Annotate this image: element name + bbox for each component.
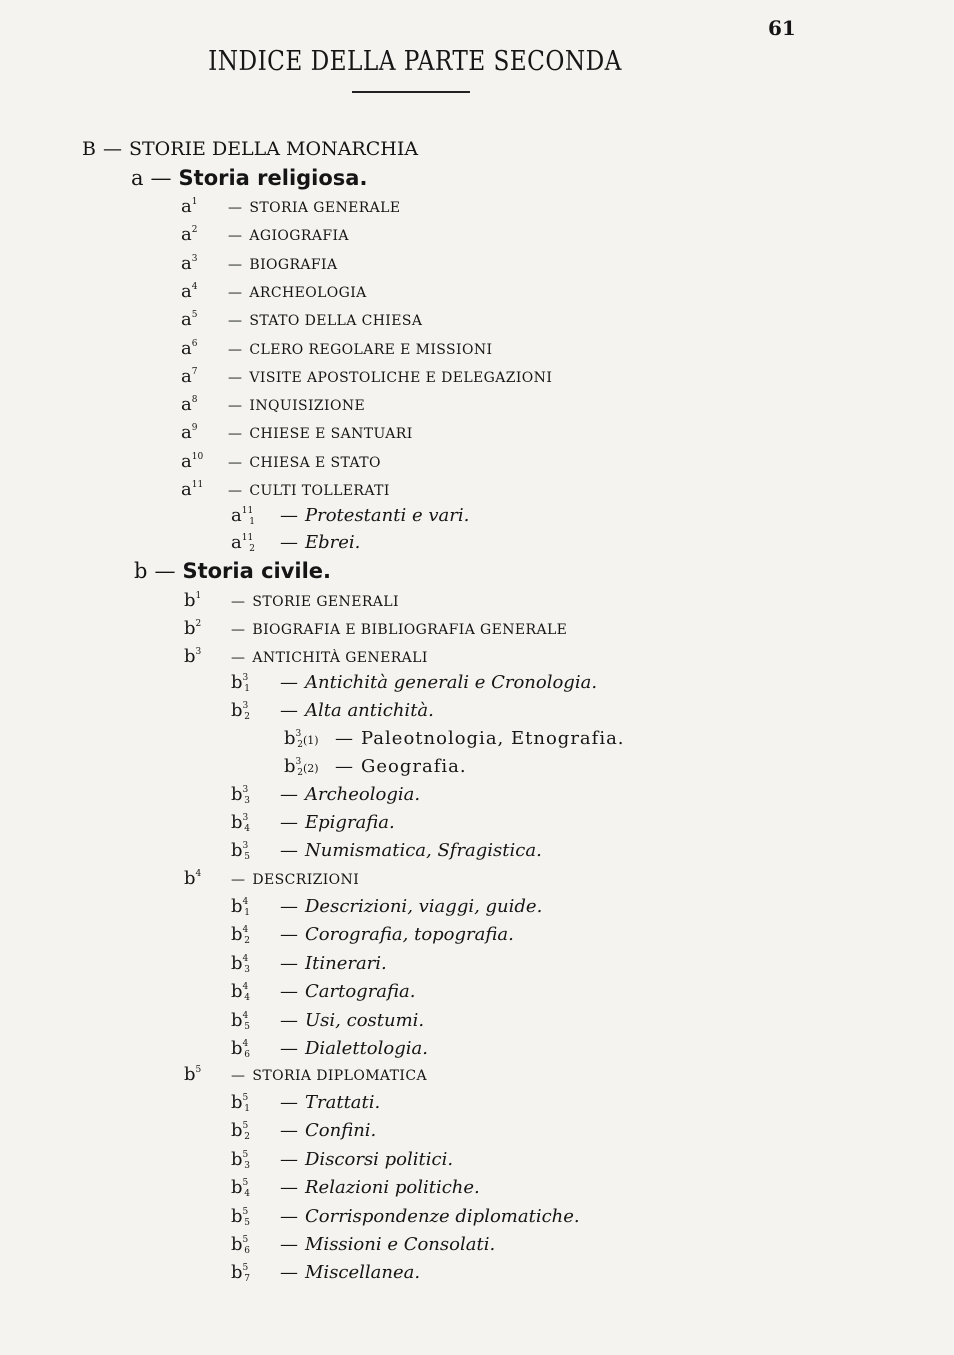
entry-dash: — (228, 341, 243, 358)
entry-code-letter: a (181, 450, 192, 472)
entry-code-sup: 4 (242, 982, 249, 993)
index-entry (231, 1205, 580, 1228)
entry-code (284, 730, 328, 750)
subsection-a-dash: — (150, 166, 172, 190)
entry-code (181, 481, 221, 499)
index-entry (181, 280, 367, 302)
entry-code-sup: 8 (191, 395, 198, 406)
entry-code-sup: 5 (242, 1149, 249, 1160)
entry-code-letter: a (181, 479, 192, 500)
entry-code-letter: b (231, 1234, 243, 1255)
entry-code-sup: 4 (242, 1010, 249, 1021)
entry-label: Antichità generali e Cronologia. (305, 672, 598, 693)
subsection-b-code: b (134, 559, 148, 583)
entry-code-sup: 5 (242, 1178, 249, 1189)
entry-code-letter: b (231, 981, 243, 1003)
entry-code-sub: 2 (244, 936, 250, 947)
entry-label: Geografia. (361, 756, 467, 777)
index-entry (181, 396, 365, 414)
entry-code-sub: 2 (249, 544, 255, 554)
entry-code (231, 1179, 273, 1199)
entry-label: ANTICHITÀ GENERALI (252, 650, 428, 666)
entry-code-sub: 2 (244, 712, 250, 722)
entry-dash: — (280, 1205, 298, 1227)
section-code: B (82, 138, 96, 160)
entry-dash: — (280, 700, 298, 721)
entry-code-letter: b (231, 1009, 243, 1031)
entry-label: Paleotnologia, Etnografia. (361, 728, 625, 749)
index-entry (231, 1236, 495, 1256)
entry-label: Protestanti e vari. (305, 505, 470, 526)
entry-code-letter: b (231, 924, 243, 946)
entry-code (181, 450, 221, 472)
section-dash: — (102, 138, 122, 160)
entry-code-letter: a (181, 422, 192, 444)
entry-label: Itinerari. (305, 952, 387, 974)
entry-code (231, 842, 273, 862)
entry-code-letter: b (231, 896, 243, 917)
entry-code (231, 952, 273, 975)
entry-code-letter: a (181, 252, 192, 274)
entry-code (231, 1205, 273, 1228)
entry-code-letter: b (184, 1064, 196, 1085)
entry-code (231, 674, 273, 694)
entry-code (184, 648, 224, 666)
entry-dash: — (228, 256, 243, 273)
page-number: 61 (768, 16, 796, 40)
entry-dash: — (231, 1068, 246, 1084)
index-entry (181, 337, 493, 359)
title-rule (352, 91, 470, 93)
entry-code (181, 198, 221, 216)
entry-code-sub: 3 (244, 1160, 250, 1171)
entry-dash: — (228, 398, 243, 415)
entry-dash: — (280, 784, 298, 805)
entry-code-letter: b (231, 840, 243, 861)
entry-code-sub: 6 (244, 1050, 250, 1060)
entry-label: STORIE GENERALI (252, 594, 399, 610)
entry-dash: — (280, 672, 298, 693)
entry-code-sub: 2 (244, 1132, 250, 1143)
entry-code-tail: (1) (303, 734, 319, 747)
entry-dash: — (280, 812, 298, 833)
entry-code-sub: 7 (244, 1274, 250, 1285)
entry-code-sup: 9 (191, 423, 198, 434)
entry-code-letter: a (181, 337, 192, 359)
entry-dash: — (231, 872, 246, 888)
entry-label: INQUISIZIONE (249, 398, 366, 415)
entry-code (181, 424, 221, 442)
entry-label: Missioni e Consolati. (305, 1234, 496, 1255)
entry-dash: — (280, 532, 298, 553)
entry-code-sup: 3 (242, 813, 249, 823)
entry-dash: — (228, 483, 243, 499)
entry-code-letter: a (181, 196, 192, 217)
entry-code-sup: 4 (242, 925, 249, 936)
entry-code-letter: b (184, 618, 196, 639)
page-title: INDICE DELLA PARTE SECONDA (208, 46, 622, 77)
entry-code-letter: a (181, 309, 192, 331)
entry-code-sub: 2 (297, 740, 303, 750)
subsection-heading-b (134, 561, 331, 582)
index-entry (231, 842, 542, 862)
entry-label: Ebrei. (305, 532, 361, 553)
entry-code-letter: b (184, 868, 196, 889)
entry-code (184, 592, 224, 610)
index-entry (231, 1094, 380, 1114)
index-entry (231, 1264, 420, 1284)
entry-code-sup: 4 (195, 869, 202, 879)
entry-code-sup: 5 (242, 1206, 249, 1217)
entry-label: CLERO REGOLARE E MISSIONI (249, 341, 493, 358)
entry-code (231, 786, 273, 806)
entry-label: Miscellanea. (305, 1262, 421, 1284)
index-entry (184, 648, 428, 666)
subsection-b-label: Storia civile. (182, 559, 332, 583)
entry-code (231, 898, 273, 918)
entry-code-letter: b (231, 1177, 243, 1199)
entry-label: Corografia, topografia. (305, 924, 514, 946)
entry-code-letter: b (231, 952, 243, 974)
entry-label: ARCHEOLOGIA (249, 284, 367, 301)
entry-code-sup: 3 (191, 253, 198, 264)
entry-label: Descrizioni, viaggi, guide. (305, 896, 543, 917)
index-entry (231, 1179, 480, 1199)
entry-code-letter: b (284, 756, 296, 777)
entry-dash: — (280, 896, 298, 917)
index-entry (231, 534, 360, 554)
entry-dash: — (228, 200, 243, 216)
subsection-a-code: a (131, 166, 144, 190)
entry-dash: — (280, 840, 298, 861)
entry-code-sup: 2 (191, 225, 198, 236)
entry-label: Numismatica, Sfragistica. (305, 840, 542, 861)
index-entry (231, 507, 469, 527)
entry-label: STORIA DIPLOMATICA (252, 1068, 427, 1084)
entry-code-letter: b (231, 1148, 243, 1170)
entry-code-sup: 3 (242, 673, 249, 683)
index-entry (231, 814, 395, 834)
index-entry (231, 926, 514, 946)
entry-code (231, 507, 273, 527)
index-entry (184, 1066, 427, 1084)
entry-label: Trattati. (305, 1092, 381, 1113)
subsection-heading-a (131, 168, 367, 189)
entry-code-sup: 11 (191, 480, 204, 490)
entry-code-letter: b (231, 1205, 243, 1227)
entry-code (284, 758, 328, 778)
entry-code-letter: b (184, 646, 196, 667)
entry-code (231, 1236, 273, 1256)
entry-dash: — (280, 981, 298, 1003)
entry-code-sup: 3 (242, 841, 249, 851)
entry-label: Discorsi politici. (305, 1148, 454, 1170)
entry-dash: — (228, 454, 243, 471)
index-entry (231, 1040, 428, 1060)
entry-code-sup: 3 (242, 701, 249, 711)
entry-label: Dialettologia. (305, 1038, 428, 1059)
entry-code-sub: 1 (249, 517, 255, 527)
entry-code-sup: 5 (191, 310, 198, 321)
entry-dash: — (280, 1234, 298, 1255)
entry-code-sub: 1 (244, 1104, 250, 1114)
index-entry (231, 983, 416, 1003)
entry-dash: — (280, 1009, 298, 1031)
entry-code-sup: 4 (242, 897, 249, 907)
entry-code-sup: 5 (242, 1235, 249, 1245)
entry-code-letter: b (284, 728, 296, 749)
index-entry (284, 758, 467, 778)
index-entry (231, 702, 434, 722)
entry-label: Corrispondenze diplomatiche. (305, 1205, 580, 1227)
entry-label: Confini. (305, 1120, 377, 1142)
entry-code (231, 983, 273, 1003)
section-heading (82, 140, 418, 159)
entry-code (231, 1122, 273, 1142)
index-entry (181, 198, 401, 216)
entry-code (184, 620, 224, 638)
entry-label: CHIESA E STATO (249, 454, 381, 471)
entry-code (231, 1264, 273, 1284)
entry-code-sub: 6 (244, 1246, 250, 1256)
entry-code-sup: 4 (191, 281, 198, 292)
entry-label: Epigrafia. (305, 812, 395, 833)
entry-code (231, 1094, 273, 1114)
entry-dash: — (228, 228, 243, 245)
index-entry (184, 870, 359, 888)
entry-code (181, 252, 221, 274)
entry-code-sub: 4 (244, 824, 250, 834)
entry-label: Archeologia. (305, 784, 421, 805)
entry-dash: — (280, 1262, 298, 1284)
entry-code-sup: 7 (191, 366, 198, 377)
entry-label: STORIA GENERALE (249, 200, 401, 216)
entry-label: BIOGRAFIA (249, 256, 338, 273)
entry-code-sup: 5 (242, 1093, 249, 1103)
entry-code (181, 280, 221, 302)
entry-code-sup: 11 (241, 533, 254, 543)
entry-code (231, 926, 273, 946)
entry-dash: — (228, 313, 243, 330)
entry-code-letter: a (181, 365, 192, 387)
entry-code-sup: 4 (242, 1039, 249, 1049)
entry-code-letter: a (181, 280, 192, 302)
subsection-a-label: Storia religiosa. (178, 166, 368, 190)
entry-code-sub: 2 (297, 768, 303, 778)
entry-dash: — (280, 1092, 298, 1113)
entry-dash: — (280, 1177, 298, 1199)
entry-code-letter: a (181, 394, 192, 416)
index-entry (184, 620, 567, 638)
entry-label: Usi, costumi. (305, 1009, 425, 1031)
entry-code-letter: b (231, 1120, 243, 1142)
entry-code-sup: 1 (195, 591, 202, 601)
section-label: STORIE DELLA MONARCHIA (128, 138, 419, 160)
entry-code-sup: 3 (242, 785, 249, 795)
entry-code-sup: 2 (195, 619, 202, 629)
entry-label: Alta antichità. (305, 700, 434, 721)
entry-code-letter: b (231, 700, 243, 721)
index-entry (231, 952, 387, 975)
entry-label: Relazioni politiche. (305, 1177, 480, 1199)
entry-code-sup: 1 (191, 197, 198, 207)
entry-dash: — (280, 1038, 298, 1059)
entry-dash: — (280, 505, 298, 526)
entry-code (181, 337, 221, 359)
index-entry (184, 592, 399, 610)
index-entry (231, 1148, 454, 1171)
index-entry (231, 1122, 376, 1142)
entry-dash: — (228, 369, 243, 386)
subsection-b-dash: — (154, 559, 176, 583)
index-entry (181, 226, 349, 244)
entry-code-sup: 10 (191, 451, 204, 462)
entry-dash: — (228, 284, 243, 301)
entry-code-sup: 11 (241, 506, 254, 516)
entry-dash: — (231, 594, 246, 610)
index-entry (181, 311, 422, 329)
index-entry (284, 730, 625, 750)
entry-dash: — (231, 622, 246, 638)
index-entry (181, 365, 553, 387)
entry-code (184, 1066, 224, 1084)
entry-code-sup: 3 (295, 729, 302, 739)
entry-dash: — (280, 1120, 298, 1142)
entry-code-letter: b (231, 1038, 243, 1059)
entry-code (181, 226, 221, 244)
entry-code-sub: 3 (244, 796, 250, 806)
entry-code-tail: (2) (303, 762, 319, 775)
entry-code (181, 311, 221, 329)
entry-label: CULTI TOLLERATI (249, 483, 390, 499)
entry-label: VISITE APOSTOLICHE E DELEGAZIONI (249, 369, 553, 386)
entry-code (231, 1040, 273, 1060)
entry-code-sup: 3 (295, 757, 302, 767)
entry-code-sup: 6 (191, 338, 198, 349)
entry-code (231, 1148, 273, 1171)
entry-code (181, 396, 221, 414)
entry-label: AGIOGRAFIA (249, 228, 349, 245)
entry-label: STATO DELLA CHIESA (249, 313, 423, 330)
entry-code-sub: 3 (244, 964, 250, 975)
entry-code (231, 814, 273, 834)
entry-code-sub: 4 (244, 1189, 250, 1200)
entry-code-sup: 5 (242, 1121, 249, 1132)
index-entry (181, 481, 390, 499)
entry-code-letter: b (231, 1262, 243, 1284)
entry-label: Cartografia. (305, 981, 416, 1003)
index-entry (231, 1009, 425, 1032)
entry-code (231, 702, 273, 722)
index-entry (231, 898, 542, 918)
entry-code-sub: 1 (244, 684, 250, 694)
entry-dash: — (280, 952, 298, 974)
index-entry (231, 786, 420, 806)
entry-code (231, 1009, 273, 1032)
entry-code-letter: b (231, 812, 243, 833)
entry-code-letter: a (231, 532, 242, 553)
index-entry (231, 674, 597, 694)
entry-code-letter: b (231, 784, 243, 805)
entry-dash: — (228, 426, 243, 443)
entry-code-letter: b (231, 1092, 243, 1113)
index-entry (181, 450, 381, 472)
entry-code (184, 870, 224, 888)
entry-code-sub: 1 (244, 908, 250, 918)
entry-dash: — (335, 728, 354, 749)
entry-code-letter: a (181, 224, 192, 246)
entry-code-letter: a (231, 505, 242, 526)
entry-code-sup: 3 (195, 647, 202, 657)
entry-code (181, 365, 221, 387)
entry-code-sub: 4 (244, 993, 250, 1004)
entry-label: CHIESE E SANTUARI (249, 426, 413, 443)
entry-code-sup: 5 (242, 1263, 249, 1274)
index-entry (181, 424, 413, 442)
entry-code-sup: 5 (195, 1065, 202, 1075)
entry-code (231, 534, 273, 554)
entry-dash: — (335, 756, 354, 777)
entry-code-sub: 5 (244, 1217, 250, 1228)
entry-label: BIOGRAFIA E BIBLIOGRAFIA GENERALE (252, 622, 568, 638)
entry-code-sub: 5 (244, 1021, 250, 1032)
entry-code-sup: 4 (242, 953, 249, 964)
entry-code-letter: b (184, 590, 196, 611)
entry-code-letter: b (231, 672, 243, 693)
entry-dash: — (280, 1148, 298, 1170)
entry-label: DESCRIZIONI (252, 872, 360, 888)
entry-code-sub: 5 (244, 852, 250, 862)
index-entry (181, 252, 338, 274)
entry-dash: — (231, 650, 246, 666)
entry-dash: — (280, 924, 298, 946)
